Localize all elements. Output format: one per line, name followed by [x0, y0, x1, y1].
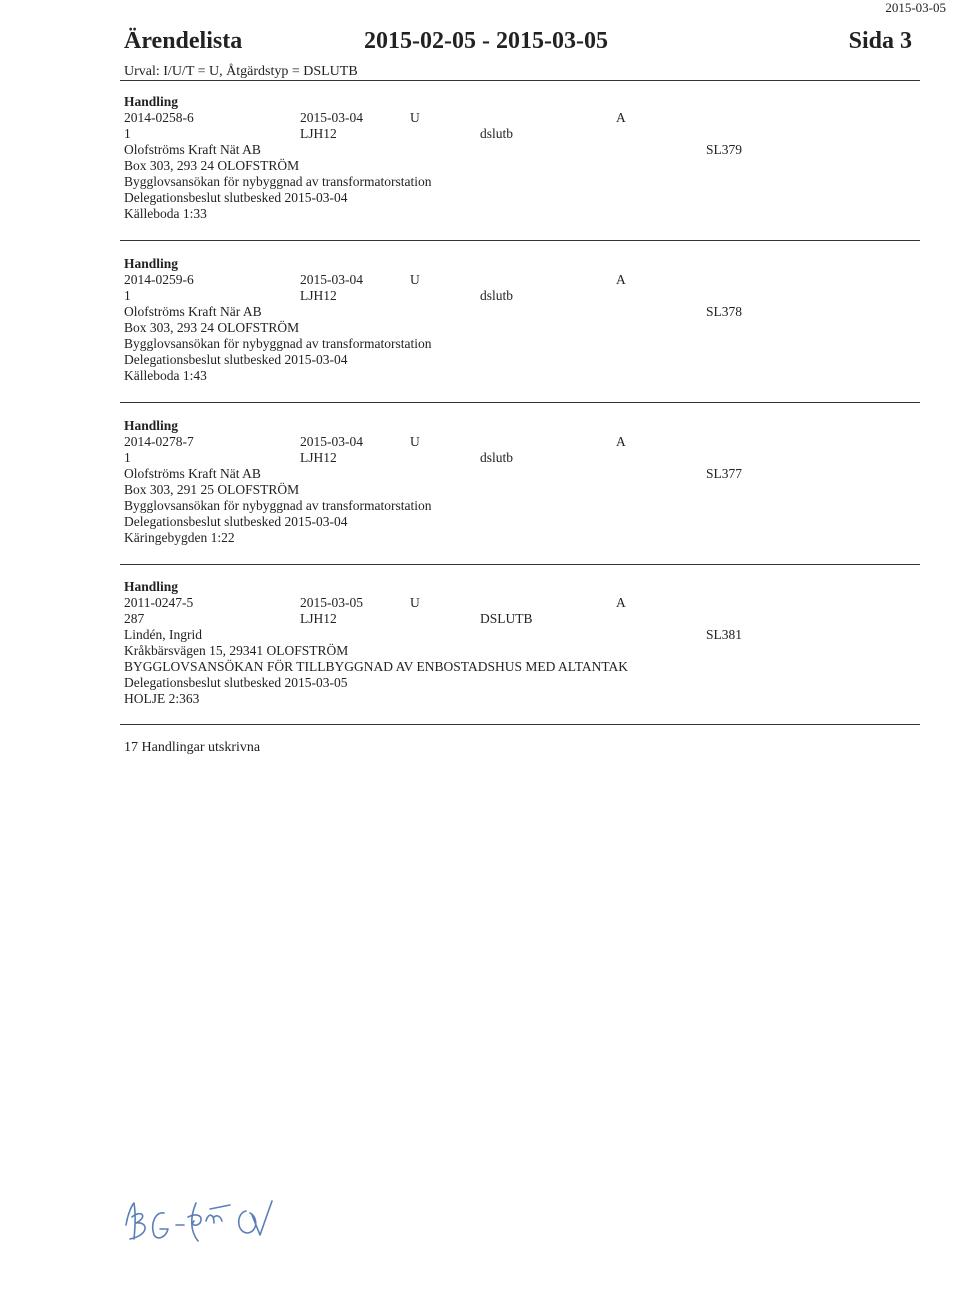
selection-criteria: Urval: I/U/T = U, Åtgärdstyp = DSLUTB — [124, 64, 358, 79]
report-header — [124, 28, 912, 56]
case-address: Box 303, 293 24 OLOFSTRÖM — [124, 158, 300, 173]
case-number: 2014-0258-6 — [124, 110, 194, 125]
case-subject: BYGGLOVSANSÖKAN FÖR TILLBYGGNAD AV ENBOSTADSHUS MED ALTANTAK — [124, 659, 629, 674]
case-party: Olofströms Kraft Nät AB — [124, 466, 261, 481]
page-number: Sida 3 — [848, 28, 912, 54]
case-subject: Bygglovsansökan för nybyggnad av transformatorstation — [124, 498, 432, 513]
case-status: A — [616, 434, 626, 449]
case-subject: Bygglovsansökan för nybyggnad av transformatorstation — [124, 174, 432, 189]
case-property: Källeboda 1:33 — [124, 206, 207, 221]
section-divider — [120, 564, 920, 565]
case-date: 2015-03-04 — [300, 272, 363, 287]
case-date: 2015-03-04 — [300, 110, 363, 125]
handwritten-signature — [118, 1195, 278, 1245]
case-direction: U — [410, 434, 420, 449]
case-party: Lindén, Ingrid — [124, 627, 202, 642]
case-handler: LJH12 — [300, 450, 337, 465]
case-section — [124, 418, 904, 568]
case-number: 2011-0247-5 — [124, 595, 194, 610]
case-address: Box 303, 291 25 OLOFSTRÖM — [124, 482, 300, 497]
case-date: 2015-03-04 — [300, 434, 363, 449]
case-status: A — [616, 272, 626, 287]
case-reference: SL379 — [706, 142, 743, 157]
case-property: Käringebygden 1:22 — [124, 530, 235, 545]
case-handler: LJH12 — [300, 611, 337, 626]
case-party: Olofströms Kraft När AB — [124, 304, 262, 319]
footer-count: 17 Handlingar utskrivna — [124, 740, 261, 755]
section-heading: Handling — [124, 94, 179, 109]
case-decision: Delegationsbeslut slutbesked 2015-03-04 — [124, 190, 348, 205]
case-action: dslutb — [480, 126, 514, 141]
case-direction: U — [410, 595, 420, 610]
case-decision: Delegationsbeslut slutbesked 2015-03-05 — [124, 675, 348, 690]
case-item-number: 1 — [124, 450, 131, 465]
header-divider — [120, 80, 920, 81]
case-action: dslutb — [480, 450, 514, 465]
date-range: 2015-02-05 - 2015-03-05 — [364, 28, 608, 54]
case-direction: U — [410, 110, 420, 125]
case-status: A — [616, 110, 626, 125]
case-item-number: 1 — [124, 126, 131, 141]
case-section — [124, 256, 904, 406]
case-number: 2014-0259-6 — [124, 272, 194, 287]
case-handler: LJH12 — [300, 288, 337, 303]
case-reference: SL378 — [706, 304, 743, 319]
case-address: Kråkbärsvägen 15, 29341 OLOFSTRÖM — [124, 643, 349, 658]
section-heading: Handling — [124, 256, 179, 271]
case-subject: Bygglovsansökan för nybyggnad av transformatorstation — [124, 336, 432, 351]
section-divider — [120, 402, 920, 403]
section-divider — [120, 240, 920, 241]
case-date: 2015-03-05 — [300, 595, 363, 610]
case-action: dslutb — [480, 288, 514, 303]
case-address: Box 303, 293 24 OLOFSTRÖM — [124, 320, 300, 335]
print-date: 2015-03-05 — [885, 0, 946, 15]
case-reference: SL381 — [706, 627, 743, 642]
case-item-number: 1 — [124, 288, 131, 303]
case-number: 2014-0278-7 — [124, 434, 194, 449]
case-section — [124, 579, 904, 729]
section-heading: Handling — [124, 418, 179, 433]
case-section — [124, 94, 904, 244]
section-divider — [120, 724, 920, 725]
case-property: HOLJE 2:363 — [124, 691, 200, 706]
section-heading: Handling — [124, 579, 179, 594]
case-action: DSLUTB — [480, 611, 533, 626]
case-decision: Delegationsbeslut slutbesked 2015-03-04 — [124, 514, 348, 529]
case-direction: U — [410, 272, 420, 287]
case-handler: LJH12 — [300, 126, 337, 141]
case-property: Källeboda 1:43 — [124, 368, 207, 383]
case-item-number: 287 — [124, 611, 145, 626]
report-title: Ärendelista — [124, 28, 243, 54]
case-reference: SL377 — [706, 466, 743, 481]
case-party: Olofströms Kraft Nät AB — [124, 142, 261, 157]
case-status: A — [616, 595, 626, 610]
case-decision: Delegationsbeslut slutbesked 2015-03-04 — [124, 352, 348, 367]
